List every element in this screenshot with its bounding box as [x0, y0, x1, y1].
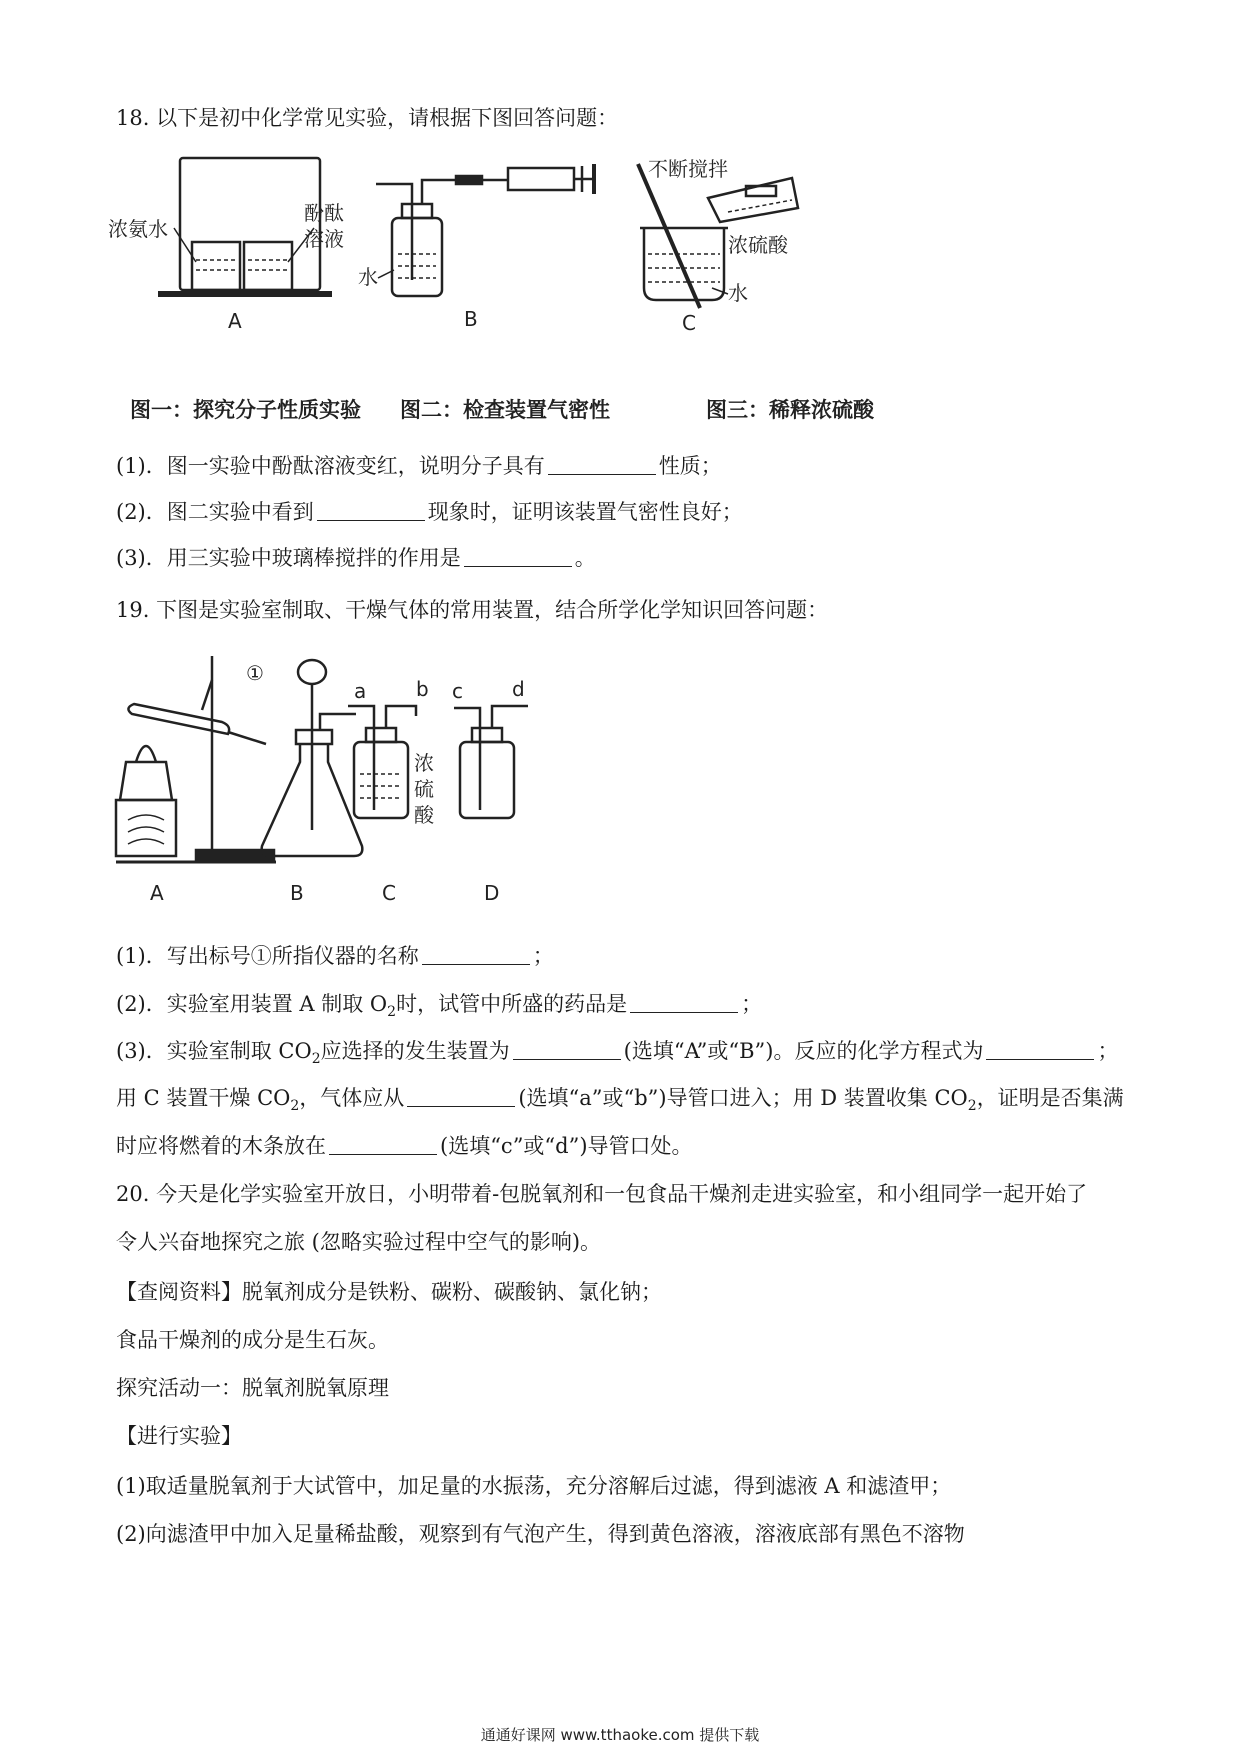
q20-line-3: 【查阅资料】脱氧剂成分是铁粉、碳粉、碳酸钠、氯化钠；	[116, 1280, 662, 1304]
fig-b-apparatus	[376, 164, 594, 296]
acid-label-3: 酸	[414, 803, 434, 827]
q19-item-3	[116, 1037, 1118, 1073]
q18-title: 18. 以下是初中化学常见实验，请根据下图回答问题：	[116, 106, 619, 130]
q19-item-3-line2	[116, 1084, 1124, 1120]
q20-line-2: 令人兴奋地探究之旅 (忽略实验过程中空气的影响)。	[116, 1230, 602, 1254]
q19-item-1-pre: (1)．写出标号①所指仪器的名称	[116, 944, 419, 968]
label-acid-c: 浓硫酸	[728, 233, 788, 257]
port-c: c	[452, 679, 463, 703]
q19-item-1-post: ；	[532, 944, 554, 968]
answer-blank[interactable]	[407, 1086, 515, 1107]
label-water-b: 水	[358, 265, 378, 289]
q19-l2-end: ，证明是否集满	[976, 1086, 1124, 1110]
q19-item-2-post: 时，试管中所盛的药品是	[396, 992, 628, 1016]
port-d: d	[512, 677, 525, 701]
q18-item-1-pre: (1)．图一实验中酚酞溶液变红，说明分子具有	[116, 454, 545, 478]
port-b: b	[416, 677, 429, 701]
acid-label-2: 硫	[414, 777, 434, 801]
q18-item-2	[116, 498, 743, 526]
answer-blank[interactable]	[986, 1039, 1094, 1060]
footer: 通通好课网 www.tthaoke.com 提供下载	[480, 1726, 760, 1744]
answer-blank[interactable]	[329, 1134, 437, 1155]
caption-fig3: 图三：稀释浓硫酸	[706, 398, 874, 422]
label-phenolphthalein-1: 酚酞	[304, 201, 344, 225]
q18-item-2-post: 现象时，证明该装置气密性良好；	[427, 500, 743, 524]
q19-item-2-pre: (2)．实验室用装置 A 制取 O	[116, 992, 388, 1016]
fig-b-letter: B	[464, 307, 478, 331]
q19-l3-pre: 时应将燃着的木条放在	[116, 1134, 326, 1158]
marker-1: ①	[246, 661, 264, 685]
q18-figure	[108, 150, 916, 380]
q20-line-4: 食品干燥剂的成分是生石灰。	[116, 1328, 389, 1352]
q20-line-8: (2)向滤渣甲中加入足量稀盐酸，观察到有气泡产生，得到黄色溶液，溶液底部有黑色不溶物	[116, 1522, 965, 1546]
label-phenolphthalein-2: 溶液	[304, 227, 344, 251]
q19-l2-pre: 用 C 装置干燥 CO	[116, 1086, 291, 1110]
fig-a-stand-apparatus	[116, 656, 276, 862]
subscript: 2	[290, 1098, 300, 1115]
q19-item-3-pre: (3)．实验室制取 CO	[116, 1039, 312, 1063]
answer-blank[interactable]	[422, 944, 530, 965]
fig-d-letter-19: D	[484, 881, 500, 905]
acid-label-1: 浓	[414, 751, 434, 775]
q19-l2-mid: ，气体应从	[299, 1086, 405, 1110]
q19-item-2	[116, 990, 762, 1026]
q20-line-1: 20. 今天是化学实验室开放日，小明带着-包脱氧剂和一包食品干燥剂走进实验室，和小组同学一起开始了	[116, 1182, 1088, 1206]
q19-item-3-mid2: (选填“A”或“B”)。反应的化学方程式为	[623, 1039, 984, 1063]
fig-b-letter-19: B	[290, 881, 304, 905]
subscript: 2	[311, 1051, 321, 1068]
answer-blank[interactable]	[317, 500, 425, 521]
q19-item-3-end: ；	[1097, 1039, 1119, 1063]
q19-item-2-end: ；	[741, 992, 763, 1016]
q18-item-3-post: 。	[574, 546, 596, 570]
fig-d-bottle-apparatus	[454, 706, 528, 818]
q20-line-6: 【进行实验】	[116, 1424, 242, 1448]
q18-item-3-pre: (3)．用三实验中玻璃棒搅拌的作用是	[116, 546, 461, 570]
q19-item-3-mid: 应选择的发生装置为	[320, 1039, 510, 1063]
q18-item-1	[116, 452, 722, 480]
q18-item-3	[116, 544, 596, 572]
q19-item-1	[116, 942, 554, 970]
q18-item-1-post: 性质；	[658, 454, 722, 478]
q20-line-5: 探究活动一：脱氧剂脱氧原理	[116, 1376, 389, 1400]
q19-figure	[116, 650, 616, 910]
fig-a-letter-19: A	[150, 881, 164, 905]
label-water-c: 水	[728, 281, 748, 305]
q20-line-7: (1)取适量脱氧剂于大试管中，加足量的水振荡，充分溶解后过滤，得到滤液 A 和滤渣甲；	[116, 1474, 952, 1498]
q18-item-2-pre: (2)．图二实验中看到	[116, 500, 314, 524]
caption-fig1: 图一：探究分子性质实验	[130, 398, 361, 422]
q19-title: 19. 下图是实验室制取、干燥气体的常用装置，结合所学化学知识回答问题：	[116, 598, 829, 622]
port-a: a	[354, 679, 367, 703]
fig-c-letter: C	[682, 311, 696, 335]
q19-l3-end: (选填“c”或“d”)导管口处。	[440, 1134, 693, 1158]
answer-blank[interactable]	[464, 546, 572, 567]
label-stir: 不断搅拌	[648, 157, 728, 181]
caption-fig2: 图二：检查装置气密性	[400, 398, 610, 422]
fig-c-bottle-apparatus	[348, 706, 416, 818]
answer-blank[interactable]	[548, 454, 656, 475]
fig-b-flask-apparatus	[262, 660, 363, 856]
fig-a-apparatus	[158, 158, 332, 294]
answer-blank[interactable]	[513, 1039, 621, 1060]
subscript: 2	[387, 1004, 397, 1021]
label-ammonia: 浓氨水	[108, 217, 168, 241]
fig-c-letter-19: C	[382, 881, 396, 905]
fig-a-letter: A	[228, 309, 242, 333]
q19-item-3-line3	[116, 1132, 693, 1160]
subscript: 2	[967, 1098, 977, 1115]
answer-blank[interactable]	[630, 992, 738, 1013]
q19-l2-mid2: (选填“a”或“b”)导管口进入；用 D 装置收集 CO	[518, 1086, 968, 1110]
